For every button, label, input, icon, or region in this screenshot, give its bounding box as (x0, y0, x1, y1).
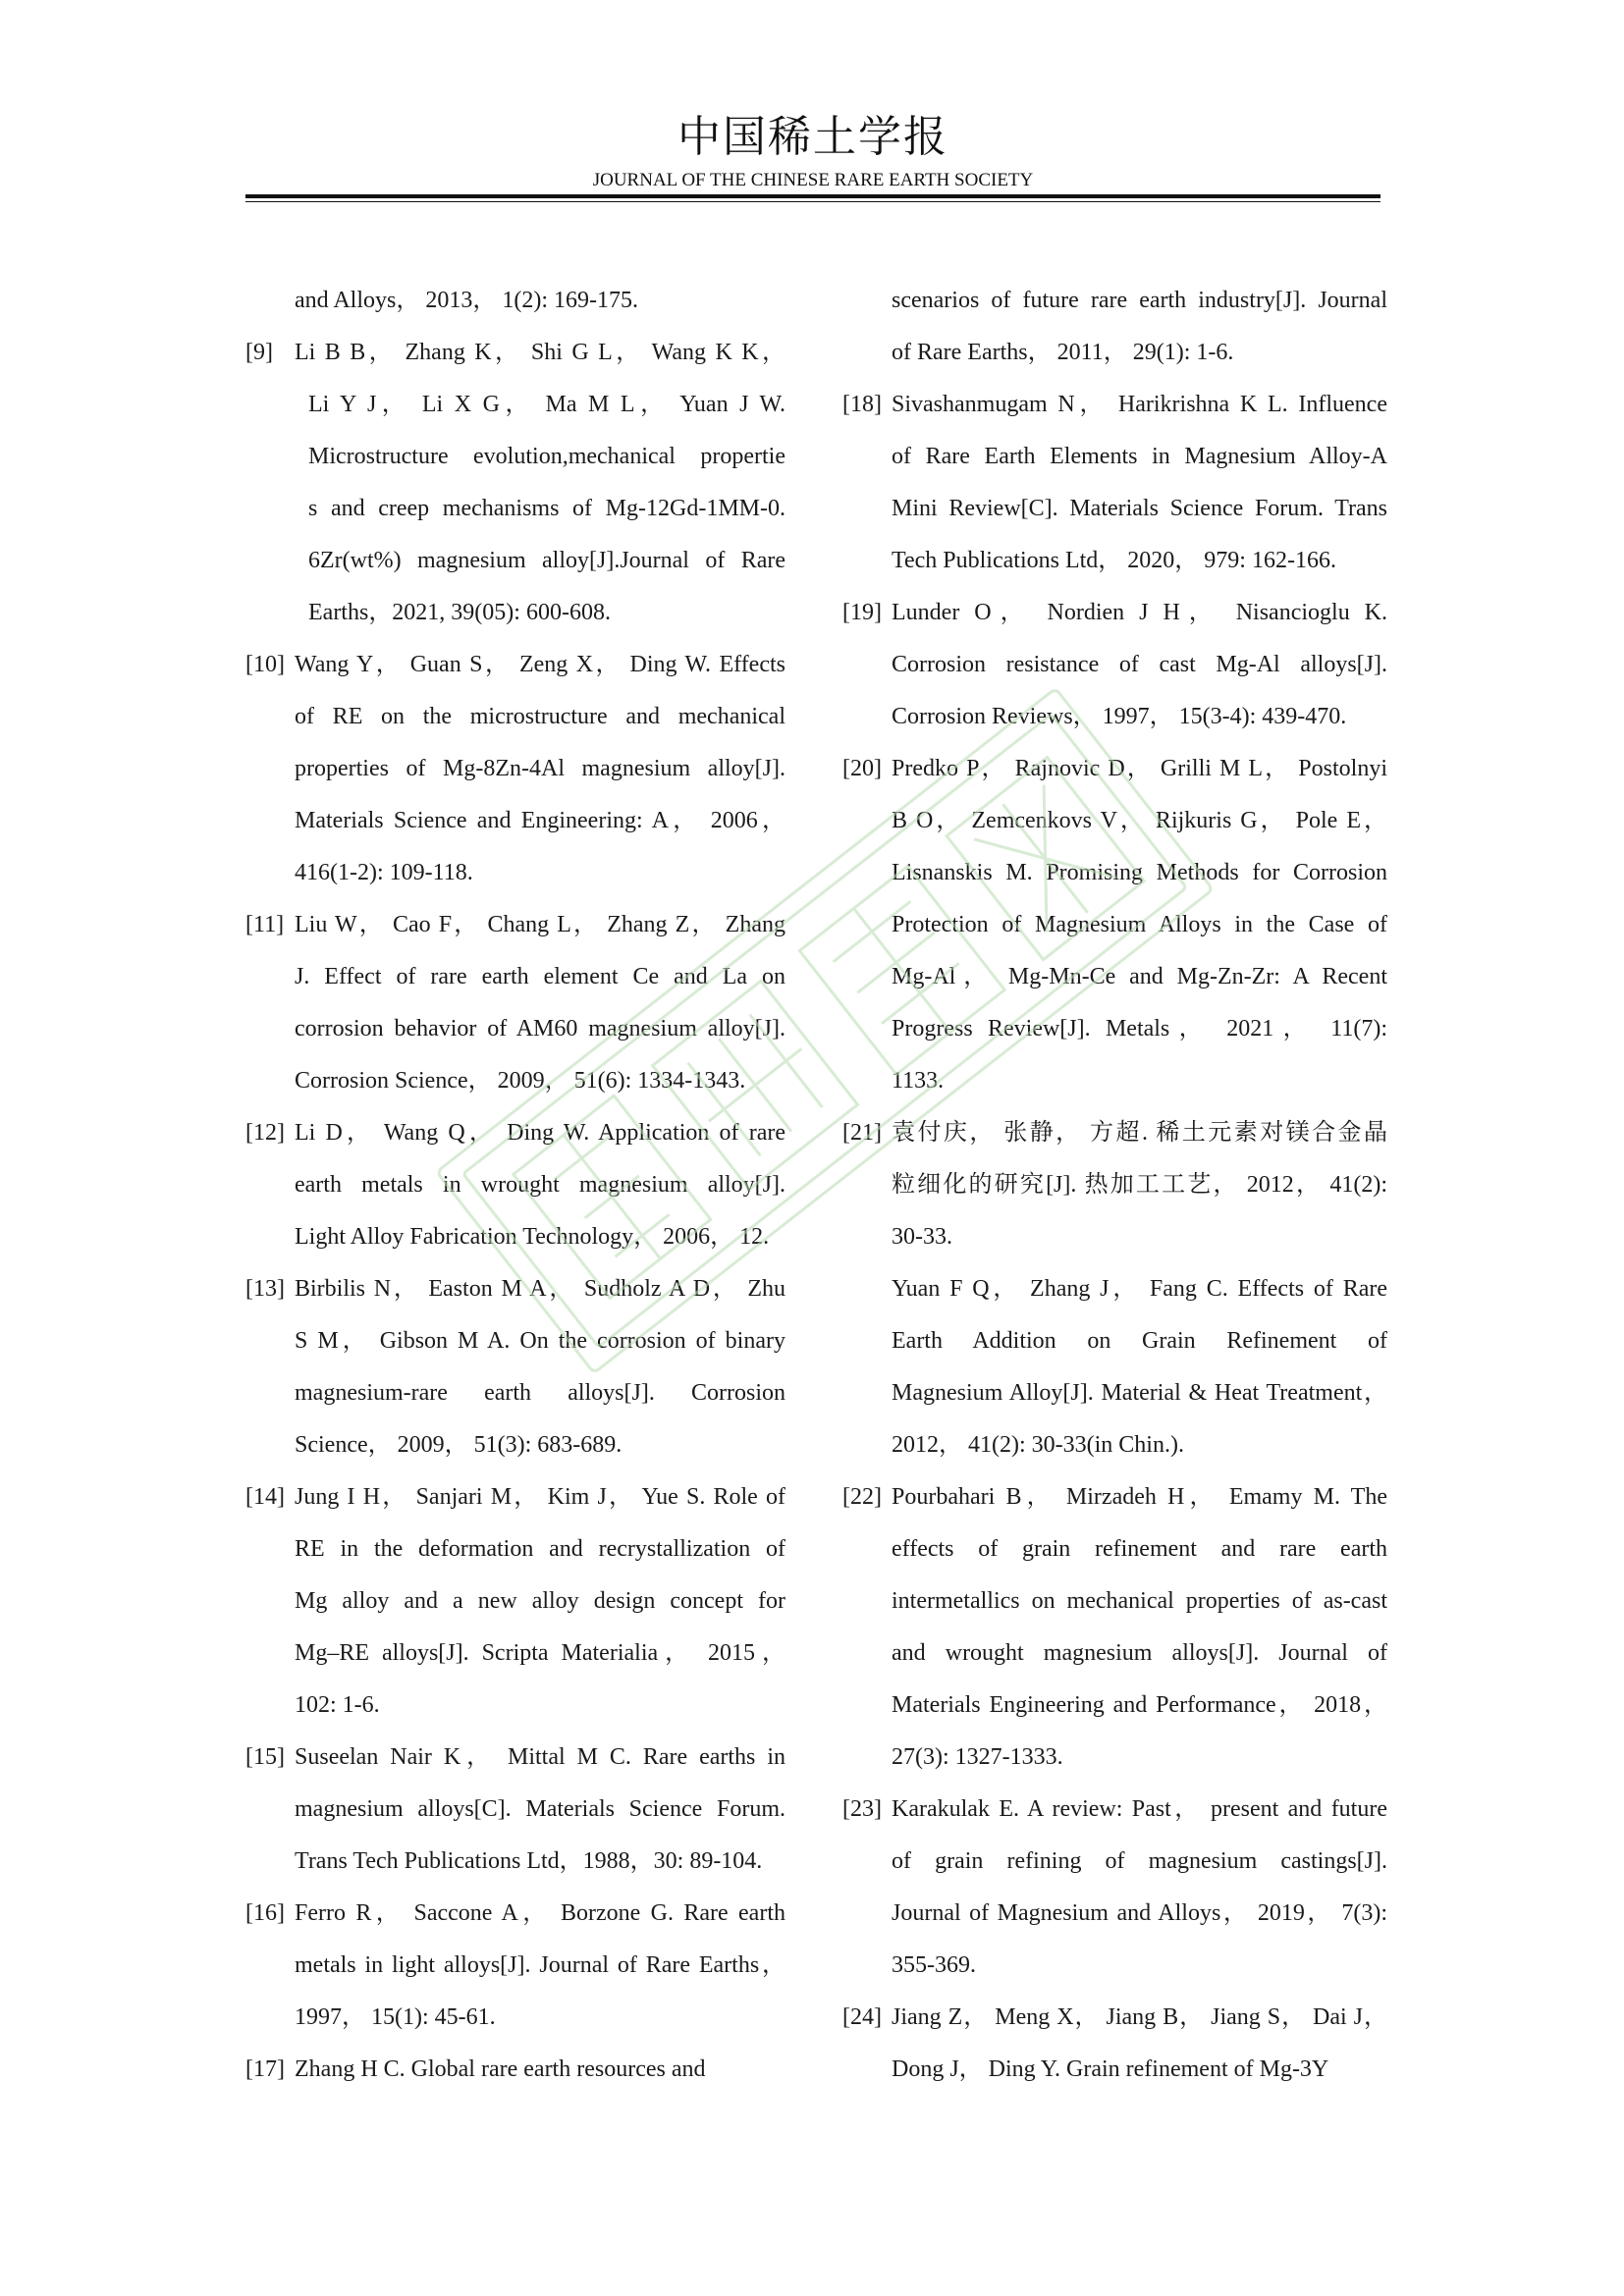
reference-number: [23] (842, 1796, 882, 1822)
reference-text-line: properties of Mg-8Zn-4Al magnesium alloy[J]. (295, 756, 785, 781)
reference-text-line: and Alloys， 2013， 1(2): 169-175. (295, 288, 638, 313)
reference-text-line: RE in the deformation and recrystallization of (295, 1536, 785, 1562)
reference-text-line: Dong J， Ding Y. Grain refinement of Mg-3Y (892, 2056, 1329, 2082)
reference-number: [24] (842, 2004, 882, 2030)
reference-entry (842, 1107, 1387, 1471)
reference-text-line: Li B B， Zhang K， Shi G L， Wang K K， (295, 340, 785, 365)
reference-entry (245, 1263, 785, 1471)
reference-entry (245, 275, 785, 327)
reference-text-line: Trans Tech Publications Ltd，1988，30: 89-104. (295, 1848, 763, 1874)
reference-entry (842, 1992, 1387, 2096)
reference-entry (842, 587, 1387, 743)
reference-entry (842, 1784, 1387, 1992)
reference-text-line: of Rare Earth Elements in Magnesium Alloy-A (892, 444, 1387, 469)
reference-entry (245, 1107, 785, 1263)
reference-text-line: Journal of Magnesium and Alloys， 2019， 7(3): (892, 1900, 1387, 1926)
reference-text-line: Ferro R， Saccone A， Borzone G. Rare earth (295, 1900, 785, 1926)
reference-number: [14] (245, 1484, 285, 1510)
reference-entry (842, 275, 1387, 379)
reference-text-line: Karakulak E. A review: Past， present and future (892, 1796, 1387, 1822)
reference-entry (842, 1471, 1387, 1784)
reference-entry (245, 1471, 785, 1732)
reference-entry (245, 327, 785, 639)
reference-text-line: of RE on the microstructure and mechanical (295, 704, 785, 729)
reference-text-line: Wang Y， Guan S， Zeng X， Ding W. Effects (295, 652, 785, 677)
reference-text-line: 355-369. (892, 1952, 976, 1978)
reference-text-line: and wrought magnesium alloys[J]. Journal of (892, 1640, 1387, 1666)
reference-text-line: Mini Review[C]. Materials Science Forum. Trans (892, 496, 1387, 521)
reference-text-line: effects of grain refinement and rare earth (892, 1536, 1387, 1562)
reference-number: [12] (245, 1120, 285, 1146)
reference-number: [10] (245, 652, 285, 677)
reference-text-line: Predko P， Rajnovic D， Grilli M L， Postolnyi (892, 756, 1387, 781)
reference-number: [11] (245, 912, 285, 937)
reference-entry (245, 899, 785, 1107)
reference-text-line: 1133. (892, 1068, 945, 1094)
reference-text-line: J. Effect of rare earth element Ce and La on (295, 964, 785, 989)
reference-number: [21] (842, 1120, 882, 1146)
reference-number: [22] (842, 1484, 882, 1510)
reference-entry (842, 379, 1387, 587)
reference-number: [16] (245, 1900, 285, 1926)
references-left-column (245, 275, 785, 2096)
reference-text-line: earth metals in wrought magnesium alloy[J]. (295, 1172, 785, 1198)
reference-number: [17] (245, 2056, 285, 2082)
reference-text-line: Lisnanskis M. Promising Methods for Corrosion (892, 860, 1387, 885)
reference-text-line: Corrosion resistance of cast Mg-Al alloys[J]. (892, 652, 1387, 677)
reference-text-line: 6Zr(wt%) magnesium alloy[J].Journal of Rare (308, 548, 785, 573)
reference-text-line: of grain refining of magnesium castings[J]. (892, 1848, 1387, 1874)
journal-title-english: JOURNAL OF THE CHINESE RARE EARTH SOCIETY (592, 170, 1034, 190)
reference-text-line: of Rare Earths， 2011， 29(1): 1-6. (892, 340, 1234, 365)
header-rule-thin (245, 201, 1380, 202)
reference-text-line: Jiang Z， Meng X， Jiang B， Jiang S， Dai J， (892, 2004, 1387, 2030)
reference-text-line: Microstructure evolution,mechanical propertie (308, 444, 785, 469)
header-rule-thick (245, 194, 1380, 198)
reference-text-line: Liu W， Cao F， Chang L， Zhang Z， Zhang (295, 912, 785, 937)
reference-number: [19] (842, 600, 882, 625)
reference-text-line: Progress Review[J]. Metals， 2021， 11(7): (892, 1016, 1387, 1041)
reference-entry (245, 639, 785, 899)
reference-text-line: magnesium-rare earth alloys[J]. Corrosion (295, 1380, 785, 1406)
reference-number: [9] (245, 340, 273, 365)
reference-text-line: 416(1-2): 109-118. (295, 860, 473, 885)
reference-text-line: metals in light alloys[J]. Journal of Rare Earths， (295, 1952, 785, 1978)
reference-text-line: magnesium alloys[C]. Materials Science Forum. (295, 1796, 785, 1822)
reference-entry (842, 743, 1387, 1107)
reference-text-line: corrosion behavior of AM60 magnesium alloy[J]. (295, 1016, 785, 1041)
reference-text-line: Mg alloy and a new alloy design concept for (295, 1588, 785, 1614)
reference-number: [15] (245, 1744, 285, 1770)
reference-text-line: Corrosion Science， 2009， 51(6): 1334-1343. (295, 1068, 746, 1094)
reference-text-line: Protection of Magnesium Alloys in the Case of (892, 912, 1387, 937)
journal-title-chinese: 中国稀土学报 (677, 112, 948, 162)
reference-text-line: 袁付庆， 张静， 方超. 稀土元素对镁合金晶 (892, 1120, 1387, 1146)
reference-text-line: 粒细化的研究[J]. 热加工工艺， 2012， 41(2): (892, 1172, 1387, 1198)
reference-text-line: Suseelan Nair K， Mittal M C. Rare earths in (295, 1744, 785, 1770)
reference-text-line: 1997， 15(1): 45-61. (295, 2004, 496, 2030)
reference-text-line: s and creep mechanisms of Mg-12Gd-1MM-0. (308, 496, 785, 521)
reference-number: [18] (842, 392, 882, 417)
reference-text-line: Lunder O， Nordien J H， Nisancioglu K. (892, 600, 1387, 625)
reference-entry (245, 1732, 785, 1888)
reference-text-line: S M， Gibson M A. On the corrosion of binary (295, 1328, 785, 1354)
reference-text-line: B O， Zemcenkovs V， Rijkuris G， Pole E， (892, 808, 1387, 833)
reference-text-line: 102: 1-6. (295, 1692, 380, 1718)
reference-text-line: Birbilis N， Easton M A， Sudholz A D， Zhu (295, 1276, 785, 1302)
reference-text-line: Li D， Wang Q， Ding W. Application of rare (295, 1120, 785, 1146)
reference-text-line: Li Y J， Li X G， Ma M L， Yuan J W. (308, 392, 785, 417)
reference-text-line: Corrosion Reviews， 1997， 15(3-4): 439-470. (892, 704, 1347, 729)
reference-text-line: Tech Publications Ltd， 2020， 979: 162-166. (892, 548, 1336, 573)
reference-text-line: Mg–RE alloys[J]. Scripta Materialia， 2015， (295, 1640, 785, 1666)
reference-entry (245, 1888, 785, 2044)
reference-text-line: scenarios of future rare earth industry[J]. Journal (892, 288, 1387, 313)
reference-text-line: Science， 2009， 51(3): 683-689. (295, 1432, 623, 1458)
reference-number: [13] (245, 1276, 285, 1302)
reference-text-line: Pourbahari B， Mirzadeh H， Emamy M. The (892, 1484, 1387, 1510)
reference-text-line: Materials Science and Engineering: A， 2006， (295, 808, 785, 833)
reference-number: [20] (842, 756, 882, 781)
reference-text-line: Magnesium Alloy[J]. Material & Heat Treatment， (892, 1380, 1387, 1406)
reference-text-line: Mg-Al， Mg-Mn-Ce and Mg-Zn-Zr: A Recent (892, 964, 1387, 989)
reference-text-line: Yuan F Q， Zhang J， Fang C. Effects of Rare (892, 1276, 1387, 1302)
reference-entry (245, 2044, 785, 2096)
reference-text-line: intermetallics on mechanical properties of as-cast (892, 1588, 1387, 1614)
reference-text-line: 2012， 41(2): 30-33(in Chin.). (892, 1432, 1184, 1458)
reference-text-line: Jung I H， Sanjari M， Kim J， Yue S. Role of (295, 1484, 785, 1510)
reference-text-line: Materials Engineering and Performance， 2018， (892, 1692, 1387, 1718)
reference-text-line: Earths，2021, 39(05): 600-608. (308, 600, 611, 625)
reference-text-line: 27(3): 1327-1333. (892, 1744, 1063, 1770)
reference-text-line: Zhang H C. Global rare earth resources and (295, 2056, 706, 2082)
references-right-column (842, 275, 1387, 2096)
reference-text-line: Earth Addition on Grain Refinement of (892, 1328, 1387, 1354)
reference-text-line: 30-33. (892, 1224, 952, 1250)
reference-text-line: Sivashanmugam N， Harikrishna K L. Influence (892, 392, 1387, 417)
reference-text-line: Light Alloy Fabrication Technology， 2006， 12. (295, 1224, 770, 1250)
